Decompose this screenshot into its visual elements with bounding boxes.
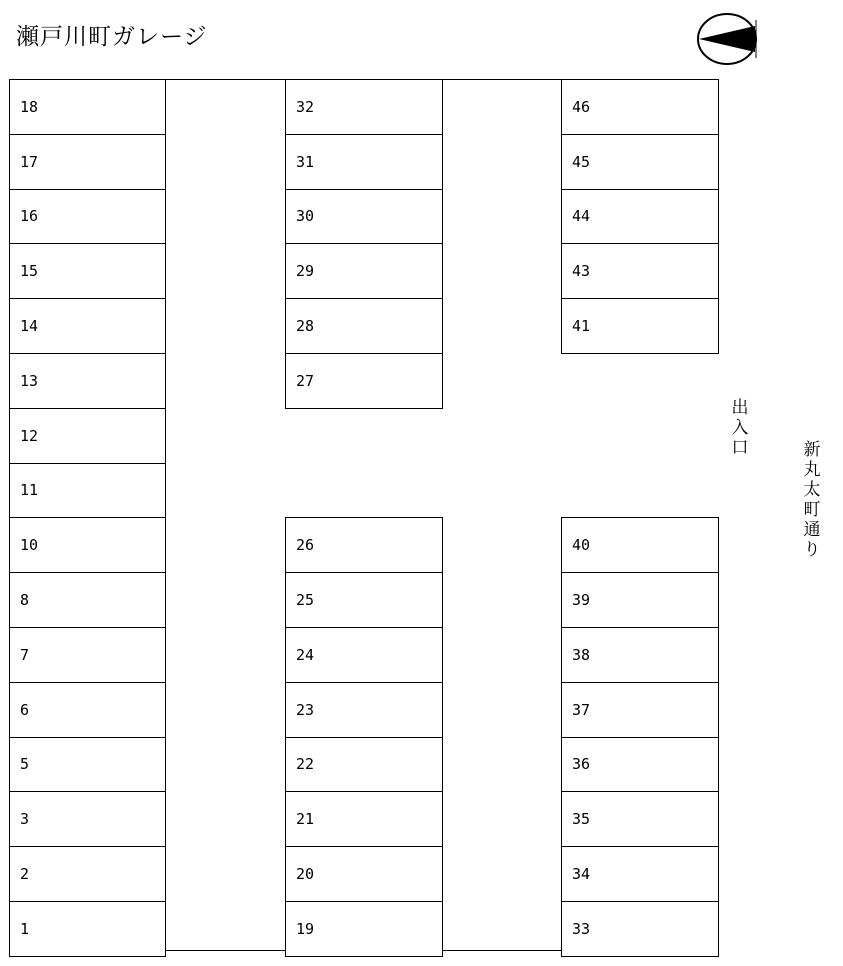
parking-stall bbox=[561, 846, 719, 902]
stall-number: 22 bbox=[296, 755, 315, 774]
stall-number: 39 bbox=[572, 591, 591, 610]
stall-number: 35 bbox=[572, 810, 591, 829]
parking-stall bbox=[285, 846, 443, 902]
page-title: 瀬戸川町ガレージ bbox=[16, 24, 208, 50]
parking-stall bbox=[285, 79, 443, 135]
parking-stall bbox=[285, 682, 443, 738]
stall-number: 28 bbox=[296, 317, 315, 336]
parking-stall bbox=[561, 737, 719, 793]
street-char: り bbox=[803, 540, 821, 560]
parking-stall bbox=[285, 517, 443, 573]
parking-stall bbox=[285, 791, 443, 847]
stall-number: 12 bbox=[20, 426, 39, 445]
parking-stall bbox=[9, 846, 166, 902]
parking-stall bbox=[285, 243, 443, 299]
parking-stall bbox=[561, 517, 719, 573]
stall-number: 30 bbox=[296, 207, 315, 226]
stall-number: 34 bbox=[572, 865, 591, 884]
parking-stall bbox=[561, 627, 719, 683]
stall-number: 33 bbox=[572, 919, 591, 938]
stall-number: 46 bbox=[572, 97, 591, 116]
stall-number: 40 bbox=[572, 536, 591, 555]
stall-number: 10 bbox=[20, 536, 39, 555]
stall-number: 20 bbox=[296, 865, 315, 884]
street-char: 新 bbox=[803, 440, 821, 460]
parking-stall bbox=[9, 737, 166, 793]
parking-stall bbox=[561, 298, 719, 354]
parking-stall bbox=[561, 791, 719, 847]
parking-stall bbox=[9, 572, 166, 628]
parking-stall bbox=[285, 298, 443, 354]
parking-stall bbox=[561, 682, 719, 738]
stall-number: 17 bbox=[20, 152, 39, 171]
stall-number: 8 bbox=[20, 591, 30, 610]
stall-number: 23 bbox=[296, 700, 315, 719]
parking-stall bbox=[285, 353, 443, 409]
parking-stall bbox=[561, 189, 719, 245]
stall-number: 13 bbox=[20, 371, 39, 390]
stall-number: 41 bbox=[572, 317, 591, 336]
parking-stall bbox=[9, 627, 166, 683]
parking-stall bbox=[9, 682, 166, 738]
parking-stall bbox=[9, 353, 166, 409]
stall-number: 6 bbox=[20, 700, 30, 719]
parking-stall bbox=[561, 901, 719, 957]
parking-stall bbox=[9, 463, 166, 519]
stall-number: 44 bbox=[572, 207, 591, 226]
parking-stall bbox=[9, 134, 166, 190]
stall-number: 2 bbox=[20, 865, 30, 884]
parking-stall bbox=[9, 189, 166, 245]
parking-stall bbox=[285, 627, 443, 683]
parking-stall bbox=[561, 134, 719, 190]
parking-stall bbox=[561, 243, 719, 299]
stall-number: 25 bbox=[296, 591, 315, 610]
parking-stall bbox=[9, 408, 166, 464]
parking-stall bbox=[285, 901, 443, 957]
street-char: 町 bbox=[803, 500, 821, 520]
parking-stall bbox=[9, 791, 166, 847]
street-char: 太 bbox=[803, 480, 821, 500]
parking-stall bbox=[285, 572, 443, 628]
stall-number: 11 bbox=[20, 481, 39, 500]
street-char: 丸 bbox=[803, 460, 821, 480]
parking-stall bbox=[285, 189, 443, 245]
stall-number: 27 bbox=[296, 371, 315, 390]
parking-stall bbox=[9, 901, 166, 957]
stall-number: 45 bbox=[572, 152, 591, 171]
street-label bbox=[801, 440, 823, 560]
stall-number: 21 bbox=[296, 810, 315, 829]
entrance-label bbox=[729, 398, 751, 458]
stall-number: 31 bbox=[296, 152, 315, 171]
stall-number: 3 bbox=[20, 810, 30, 829]
stall-number: 38 bbox=[572, 645, 591, 664]
stall-number: 32 bbox=[296, 97, 315, 116]
parking-stall bbox=[561, 79, 719, 135]
parking-stall bbox=[9, 298, 166, 354]
parking-stall bbox=[9, 243, 166, 299]
parking-stall bbox=[285, 134, 443, 190]
entrance-char: 入 bbox=[731, 418, 749, 438]
stall-number: 14 bbox=[20, 317, 39, 336]
parking-stall bbox=[9, 517, 166, 573]
stall-number: 19 bbox=[296, 919, 315, 938]
stall-number: 1 bbox=[20, 919, 30, 938]
stall-number: 7 bbox=[20, 645, 30, 664]
stall-number: 16 bbox=[20, 207, 39, 226]
stall-number: 24 bbox=[296, 645, 315, 664]
parking-stall bbox=[561, 572, 719, 628]
stall-number: 37 bbox=[572, 700, 591, 719]
entrance-char: 出 bbox=[731, 398, 749, 418]
parking-stall bbox=[9, 79, 166, 135]
stall-number: 26 bbox=[296, 536, 315, 555]
stall-number: 18 bbox=[20, 97, 39, 116]
entrance-char: 口 bbox=[731, 438, 749, 458]
parking-stall bbox=[285, 737, 443, 793]
stall-number: 36 bbox=[572, 755, 591, 774]
stall-number: 5 bbox=[20, 755, 30, 774]
stall-number: 29 bbox=[296, 262, 315, 281]
street-char: 通 bbox=[803, 520, 821, 540]
stall-number: 15 bbox=[20, 262, 39, 281]
stall-number: 43 bbox=[572, 262, 591, 281]
